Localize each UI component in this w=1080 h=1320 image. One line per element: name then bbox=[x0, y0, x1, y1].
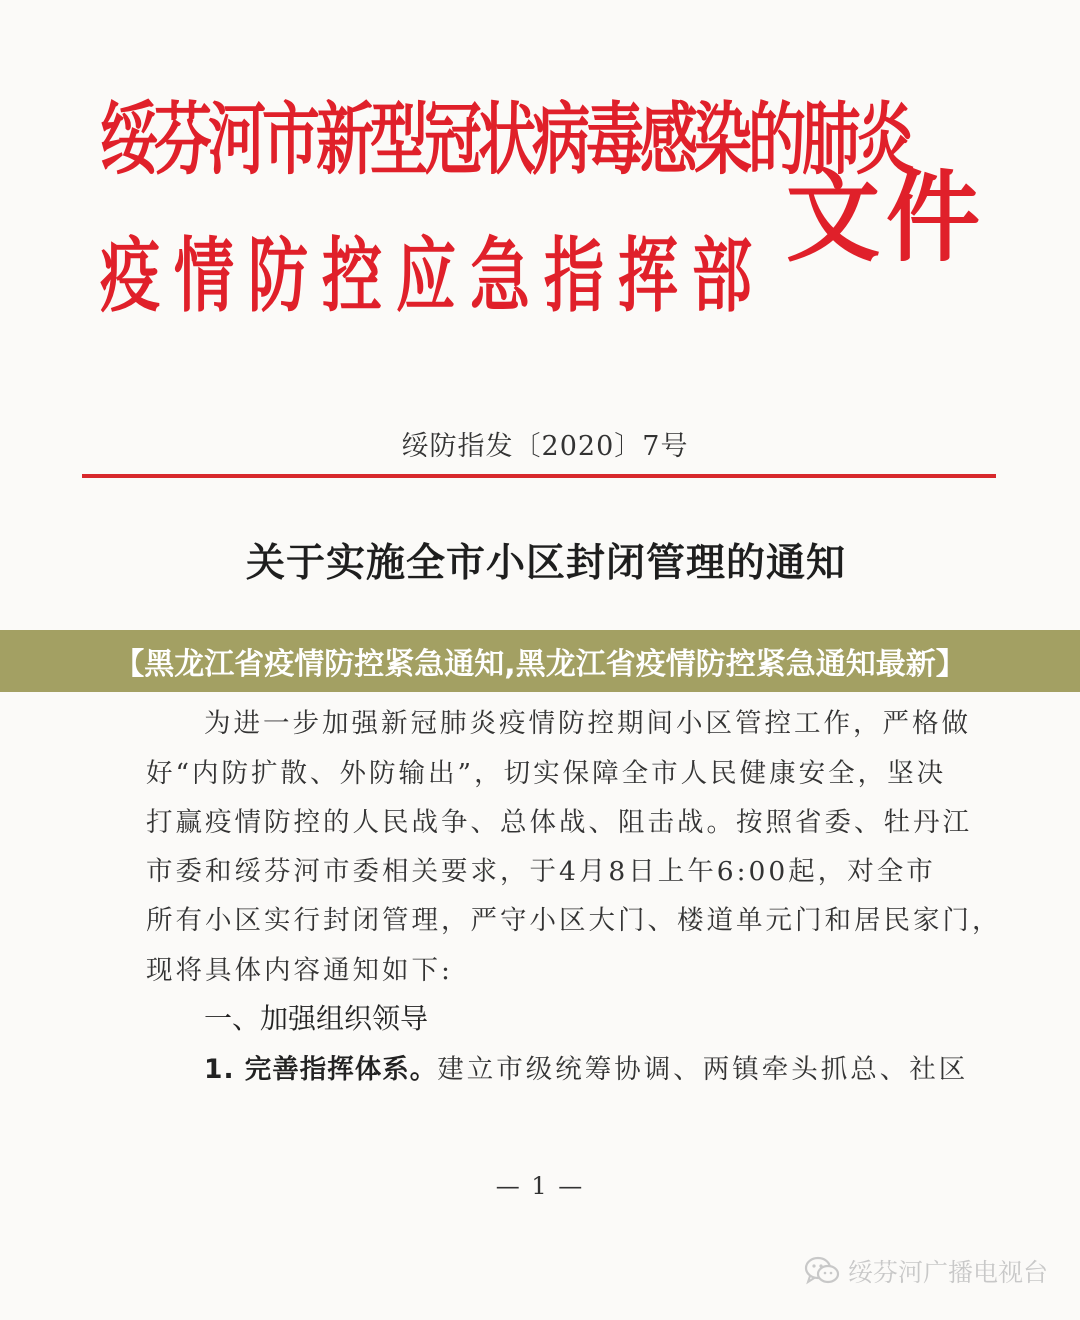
watermark-text: 绥芬河广播电视台 bbox=[847, 1258, 1048, 1287]
notice-title: 关于实施全市小区封闭管理的通知 bbox=[245, 540, 846, 586]
item-text: 建立市级统筹协调、两镇牵头抓总、社区 bbox=[437, 1054, 969, 1085]
paragraph-line: 市委和绥芬河市委相关要求，于4月8日上午6:00起，对全市 bbox=[146, 856, 936, 887]
list-item bbox=[204, 1047, 968, 1086]
section-heading: 一、加强组织领导 bbox=[204, 1002, 429, 1035]
paragraph-line: 打赢疫情防控的人民战争、总体战、阻击战。按照省委、牡丹江 bbox=[146, 807, 972, 838]
headline-banner-text: 【黑龙江省疫情防控紧急通知,黑龙江省疫情防控紧急通知最新】 bbox=[114, 647, 966, 682]
issuer-name-line-2: 疫情防控应急指挥部 bbox=[100, 229, 766, 325]
document-type-label: 文件 bbox=[786, 160, 987, 276]
paragraph-line: 所有小区实行封闭管理，严守小区大门、楼道单元门和居民家门， bbox=[146, 905, 1002, 936]
red-divider-rule bbox=[82, 474, 996, 478]
headline-banner bbox=[0, 630, 1080, 692]
wechat-icon bbox=[804, 1256, 840, 1286]
issuer-name-line-1: 绥芬河市新型冠状病毒感染的肺炎 bbox=[100, 93, 911, 186]
paragraph-line: 现将具体内容通知如下: bbox=[146, 955, 453, 986]
item-lead: 1. 完善指挥体系。 bbox=[204, 1054, 438, 1085]
document-number: 绥防指发〔2020〕7号 bbox=[401, 431, 689, 462]
paragraph-line: 好“内防扩散、外防输出”，切实保障全市人民健康安全，坚决 bbox=[146, 758, 947, 789]
paragraph-line: 为进一步加强新冠肺炎疫情防控期间小区管控工作，严格做 bbox=[204, 708, 971, 739]
page-number: — 1 — bbox=[495, 1172, 585, 1200]
source-watermark bbox=[804, 1253, 1048, 1289]
